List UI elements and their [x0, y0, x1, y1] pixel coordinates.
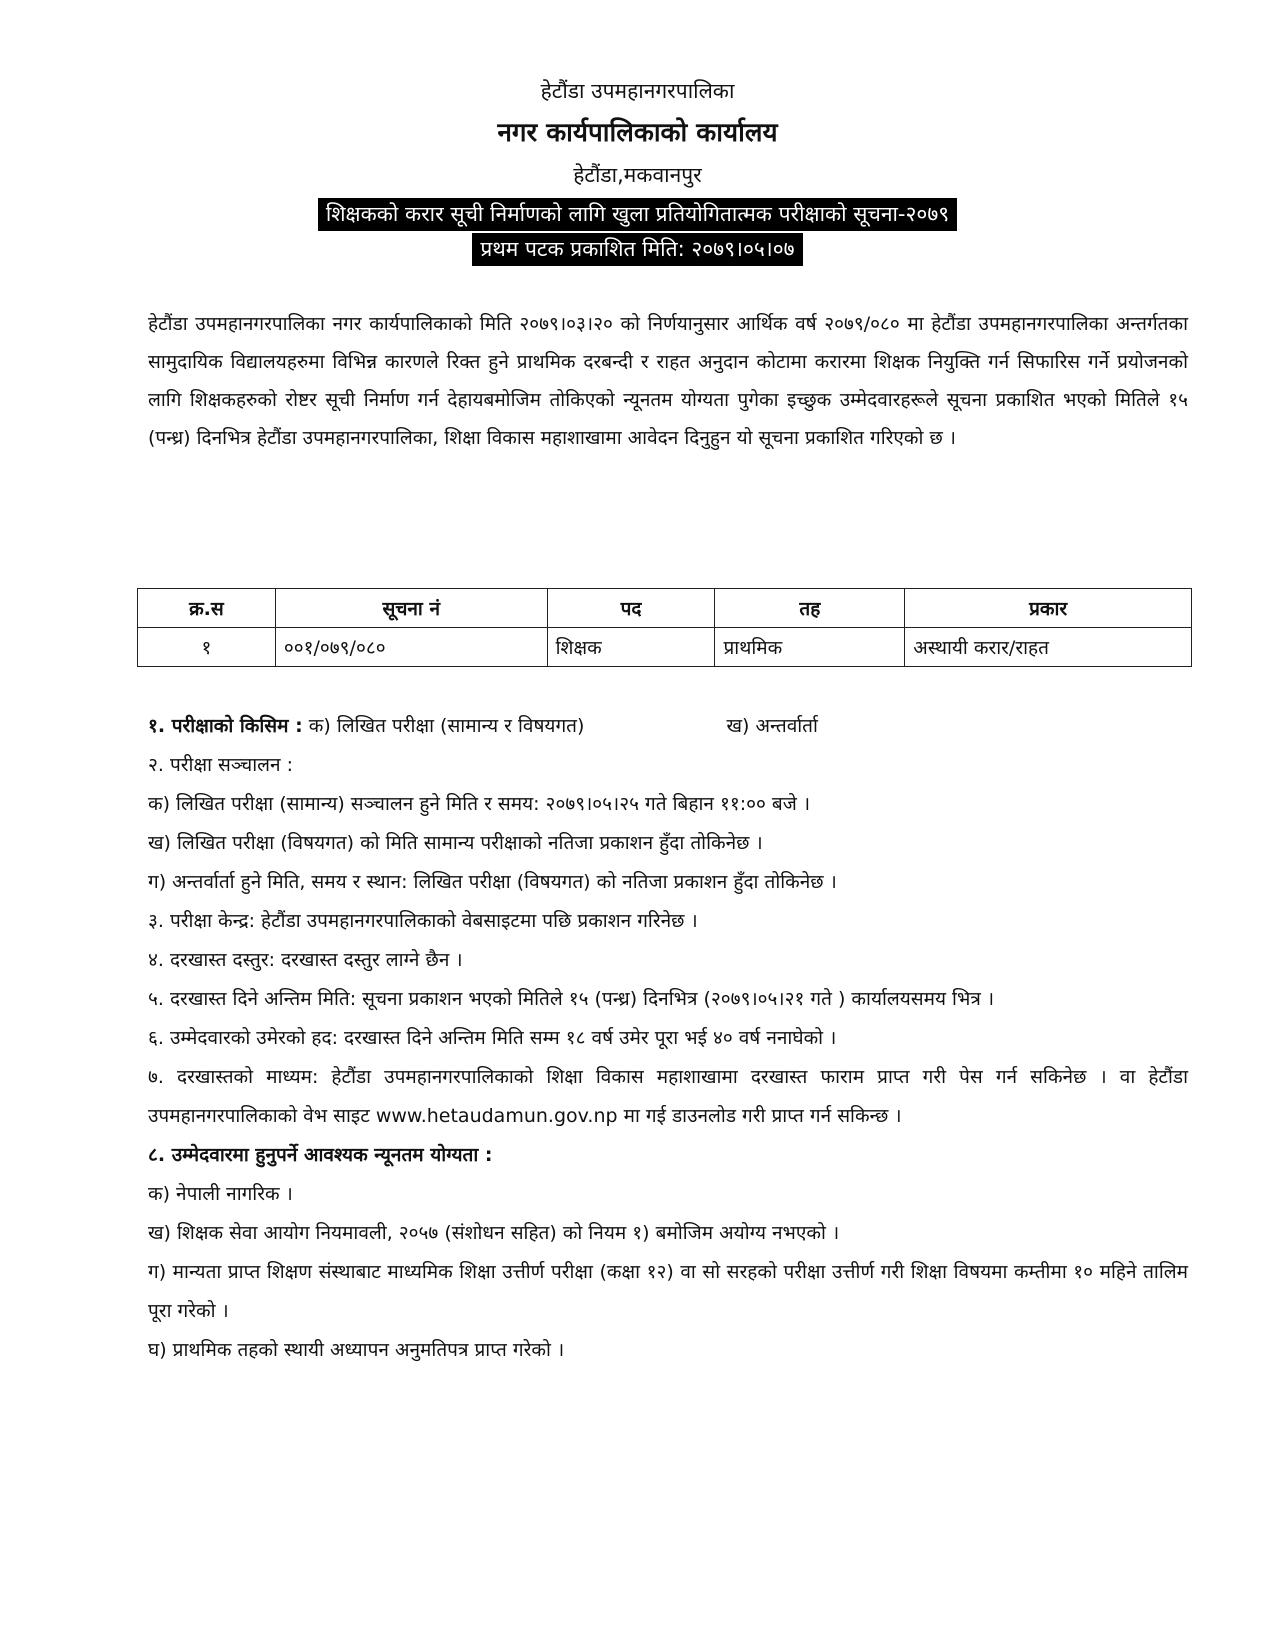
published-date: प्रथम पटक प्रकाशित मिति: २०७९।०५।०७	[472, 233, 802, 266]
qualification-not-disqualified: ख) शिक्षक सेवा आयोग नियमावली, २०५७ (संशोधन सहित) को नियम १) बमोजिम अयोग्य नभएको ।	[148, 1222, 840, 1244]
exam-type-interview: ख) अन्तर्वार्ता	[726, 715, 818, 737]
conduct-written-subject: ख) लिखित परीक्षा (विषयगत) को मिति सामान्य परीक्षाको नतिजा प्रकाशन हुँदा तोकिनेछ ।	[148, 832, 763, 854]
exam-type-written: क) लिखित परीक्षा (सामान्य र विषयगत)	[308, 715, 585, 737]
qualification-license: घ) प्राथमिक तहको स्थायी अध्यापन अनुमतिपत्र प्राप्त गरेको ।	[148, 1339, 565, 1361]
item-exam-center: ३. परीक्षा केन्द्र: हेटौंडा उपमहानगरपालिकाको वेबसाइटमा पछि प्रकाशन गरिनेछ ।	[148, 910, 698, 932]
col-header-notice-no: सूचना नं	[275, 589, 547, 628]
notice-header	[0, 70, 1275, 266]
item-exam-conduct: २. परीक्षा सञ्चालन :	[148, 754, 293, 776]
notice-title: शिक्षकको करार सूची निर्माणको लागि खुला प्रतियोगितात्मक परीक्षाको सूचना-२०७९	[318, 198, 957, 231]
office-address: हेटौंडा,मकवानपुर	[573, 163, 702, 187]
item-exam-type	[148, 707, 1188, 746]
conduct-written-general: क) लिखित परीक्षा (सामान्य) सञ्चालन हुने मिति र समय: २०७९।०५।२५ गते बिहान ११:०० बजे ।	[148, 793, 811, 815]
conduct-interview: ग) अन्तर्वार्ता हुने मिति, समय र स्थान: लिखित परीक्षा (विषयगत) को नतिजा प्रकाशन हुँदा तोकिनेछ ।	[148, 871, 837, 893]
organization-name: हेटौंडा उपमहानगरपालिका	[540, 79, 735, 103]
office-name: नगर कार्यपालिकाको कार्यालय	[497, 118, 778, 148]
cell-notice-no: ००१/०७९/०८०	[275, 628, 547, 667]
qualification-education: ग) मान्यता प्राप्त शिक्षण संस्थाबाट माध्यमिक शिक्षा उत्तीर्ण परीक्षा (कक्षा १२) वा सो सरहको परीक्षा उत्तीर्ण गरी शिक्षा विषयमा कम्तीमा १० महिने तालिम पूरा गरेको ।	[148, 1261, 1188, 1322]
qualification-citizen: क) नेपाली नागरिक ।	[148, 1183, 293, 1205]
table-row	[138, 628, 1192, 667]
item-age-limit: ६. उम्मेदवारको उमेरको हद: दरखास्त दिने अन्तिम मिति सम्म १८ वर्ष उमेर पूरा भई ४० वर्ष ननाघेको ।	[148, 1027, 837, 1049]
intro-paragraph: हेटौंडा उपमहानगरपालिका नगर कार्यपालिकाको मिति २०७९।०३।२० को निर्णयानुसार आर्थिक वर्ष २०७९/०८० मा हेटौंडा उपमहानगरपालिका अन्तर्गतका सामुदायिक विद्यालयहरुमा विभिन्न कारणले रिक्त हुने प्राथमिक दरबन्दी र राहत अनुदान कोटामा करारमा शिक्षक नियुक्ति गर्न सिफारिस गर्ने प्रयोजनको लागि शिक्षकहरुको रोष्टर सूची निर्माण गर्न देहायबमोजिम तोकिएको न्यूनतम योग्यता पुगेका इच्छुक उम्मेदवारहरूले सूचना प्रकाशित भएको मितिले १५ (पन्ध्र) दिनभित्र हेटौंडा उपमहानगरपालिका, शिक्षा विकास महाशाखामा आवेदन दिनुहुन यो सूचना प्रकाशित गरिएको छ ।	[148, 313, 1188, 449]
item-application-medium: ७. दरखास्तको माध्यम: हेटौंडा उपमहानगरपालिकाको शिक्षा विकास महाशाखामा दरखास्त फाराम प्राप्त गरी पेस गर्न सकिनेछ । वा हेटौंडा उपमहानगरपालिकाको वेभ साइट www.hetaudamun.gov.np मा गई डाउनलोड गरी प्राप्त गर्न सकिन्छ ।	[148, 1066, 1188, 1127]
col-header-serial: क्र.स	[138, 589, 276, 628]
table-header-row	[138, 589, 1192, 628]
col-header-level: तह	[715, 589, 905, 628]
item-qualification-heading: ८. उम्मेदवारमा हुनुपर्ने आवश्यक न्यूनतम योग्यता :	[148, 1144, 493, 1166]
item-application-fee: ४. दरखास्त दस्तुर: दरखास्त दस्तुर लाग्ने छैन ।	[148, 949, 463, 971]
cell-type: अस्थायी करार/राहत	[905, 628, 1192, 667]
notice-items	[148, 707, 1188, 1370]
cell-level: प्राथमिक	[715, 628, 905, 667]
vacancy-table	[137, 588, 1192, 667]
exam-type-label: १. परीक्षाको किसिम :	[148, 715, 303, 737]
cell-serial: १	[138, 628, 276, 667]
col-header-type: प्रकार	[905, 589, 1192, 628]
item-deadline: ५. दरखास्त दिने अन्तिम मिति: सूचना प्रकाशन भएको मितिले १५ (पन्ध्र) दिनभित्र (२०७९।०५।२१ गते ) कार्यालयसमय भित्र ।	[148, 988, 995, 1010]
col-header-post: पद	[547, 589, 715, 628]
cell-post: शिक्षक	[547, 628, 715, 667]
